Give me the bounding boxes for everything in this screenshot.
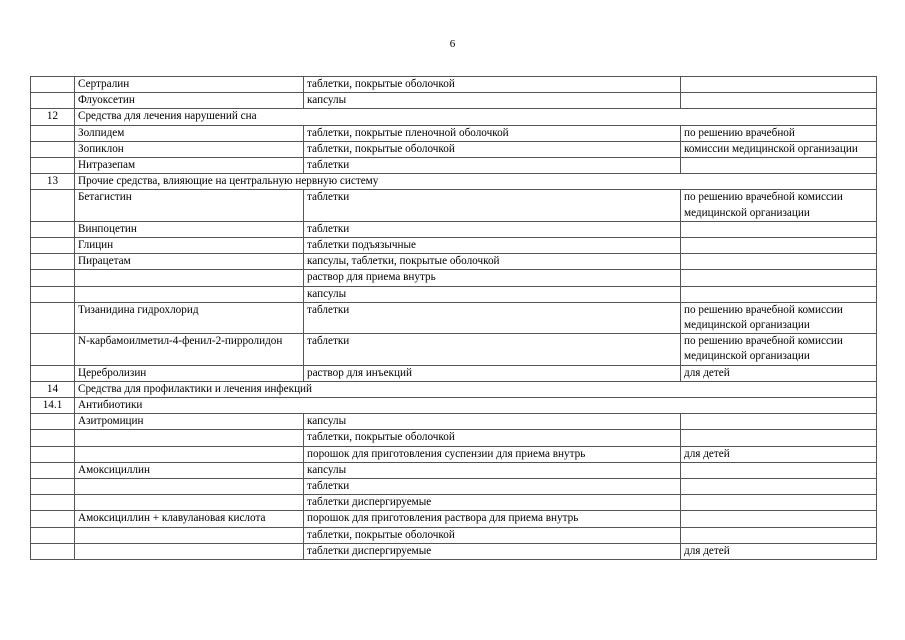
table-row [31,254,877,270]
note-cell [681,495,877,511]
drug-name-cell: Золпидем [75,125,304,141]
table-row [31,270,877,286]
table-row [31,334,877,365]
table-row [31,238,877,254]
section-title: Средства для лечения нарушений сна [75,109,877,125]
drug-name-cell: Сертралин [75,77,304,93]
drug-name-cell [75,430,304,446]
drug-name-cell [75,270,304,286]
dosage-form-cell: раствор для приема внутрь [304,270,681,286]
section-title: Прочие средства, влияющие на центральную нервную систему [75,174,877,190]
section-row [31,398,877,414]
note-cell: по решению врачебной комиссии медицинской организации [681,334,877,365]
note-cell [681,511,877,527]
note-cell: по решению врачебной [681,125,877,141]
dosage-form-cell: порошок для приготовления раствора для приема внутрь [304,511,681,527]
note-cell: для детей [681,365,877,381]
section-row [31,174,877,190]
note-cell [681,158,877,174]
page-number: 6 [449,38,456,50]
table-row [31,543,877,559]
section-number: 13 [31,174,75,190]
dosage-form-cell: таблетки, покрытые пленочной оболочкой [304,125,681,141]
note-cell [681,527,877,543]
dosage-form-cell: таблетки, покрытые оболочкой [304,141,681,157]
row-number-cell [31,479,75,495]
table-row [31,462,877,478]
row-number-cell [31,334,75,365]
table-row [31,190,877,221]
dosage-form-cell: таблетки [304,190,681,221]
note-cell [681,254,877,270]
table-row [31,158,877,174]
drug-name-cell: Флуоксетин [75,93,304,109]
row-number-cell [31,365,75,381]
dosage-form-cell: капсулы [304,93,681,109]
note-cell: по решению врачебной комиссии медицинской организации [681,302,877,333]
section-row [31,109,877,125]
row-number-cell [31,221,75,237]
drug-name-cell: Амоксициллин + клавулановая кислота [75,511,304,527]
drug-name-cell [75,527,304,543]
row-number-cell [31,141,75,157]
row-number-cell [31,511,75,527]
drug-name-cell [75,479,304,495]
row-number-cell [31,543,75,559]
drug-name-cell: Амоксициллин [75,462,304,478]
drug-name-cell [75,543,304,559]
dosage-form-cell: таблетки, покрытые оболочкой [304,77,681,93]
note-cell [681,270,877,286]
dosage-form-cell: капсулы, таблетки, покрытые оболочкой [304,254,681,270]
drug-name-cell [75,286,304,302]
section-title: Средства для профилактики и лечения инфекций [75,381,877,397]
section-title: Антибиотики [75,398,877,414]
drug-name-cell: Тизанидина гидрохлорид [75,302,304,333]
dosage-form-cell: таблетки [304,302,681,333]
drug-name-cell: Азитромицин [75,414,304,430]
dosage-form-cell: таблетки, покрытые оболочкой [304,430,681,446]
drug-name-cell: Глицин [75,238,304,254]
drug-name-cell: Церебролизин [75,365,304,381]
table-row [31,414,877,430]
drug-name-cell: Пирацетам [75,254,304,270]
table-row [31,302,877,333]
row-number-cell [31,93,75,109]
dosage-form-cell: капсулы [304,462,681,478]
section-row [31,381,877,397]
dosage-form-cell: таблетки [304,158,681,174]
drug-name-cell: N-карбамоилметил-4-фенил-2-пирролидон [75,334,304,365]
note-cell [681,93,877,109]
note-cell: для детей [681,446,877,462]
drug-name-cell: Винпоцетин [75,221,304,237]
row-number-cell [31,430,75,446]
note-cell [681,414,877,430]
drug-list-table [30,76,877,560]
table-row [31,511,877,527]
section-number: 14 [31,381,75,397]
section-number: 14.1 [31,398,75,414]
row-number-cell [31,286,75,302]
row-number-cell [31,125,75,141]
dosage-form-cell: таблетки, покрытые оболочкой [304,527,681,543]
table-row [31,77,877,93]
drug-name-cell: Зопиклон [75,141,304,157]
note-cell [681,238,877,254]
drug-name-cell: Нитразепам [75,158,304,174]
table-row [31,141,877,157]
dosage-form-cell: таблетки [304,221,681,237]
section-number: 12 [31,109,75,125]
note-cell [681,462,877,478]
note-cell [681,430,877,446]
row-number-cell [31,527,75,543]
dosage-form-cell: таблетки диспергируемые [304,495,681,511]
note-cell [681,221,877,237]
table-row [31,93,877,109]
drug-name-cell: Бетагистин [75,190,304,221]
dosage-form-cell: таблетки подъязычные [304,238,681,254]
row-number-cell [31,414,75,430]
dosage-form-cell: таблетки [304,334,681,365]
row-number-cell [31,158,75,174]
drug-name-cell [75,495,304,511]
dosage-form-cell: таблетки диспергируемые [304,543,681,559]
table-row [31,365,877,381]
dosage-form-cell: раствор для инъекций [304,365,681,381]
row-number-cell [31,446,75,462]
table-row [31,430,877,446]
table-row [31,479,877,495]
table-row [31,125,877,141]
drug-name-cell [75,446,304,462]
dosage-form-cell: капсулы [304,286,681,302]
note-cell [681,77,877,93]
table-row [31,286,877,302]
table-row [31,221,877,237]
table-row [31,527,877,543]
note-cell: комиссии медицинской организации [681,141,877,157]
table-row [31,495,877,511]
note-cell [681,286,877,302]
row-number-cell [31,302,75,333]
note-cell: для детей [681,543,877,559]
row-number-cell [31,495,75,511]
row-number-cell [31,190,75,221]
note-cell [681,479,877,495]
dosage-form-cell: порошок для приготовления суспензии для приема внутрь [304,446,681,462]
row-number-cell [31,77,75,93]
row-number-cell [31,462,75,478]
table-row [31,446,877,462]
note-cell: по решению врачебной комиссии медицинской организации [681,190,877,221]
dosage-form-cell: капсулы [304,414,681,430]
row-number-cell [31,238,75,254]
row-number-cell [31,270,75,286]
dosage-form-cell: таблетки [304,479,681,495]
row-number-cell [31,254,75,270]
